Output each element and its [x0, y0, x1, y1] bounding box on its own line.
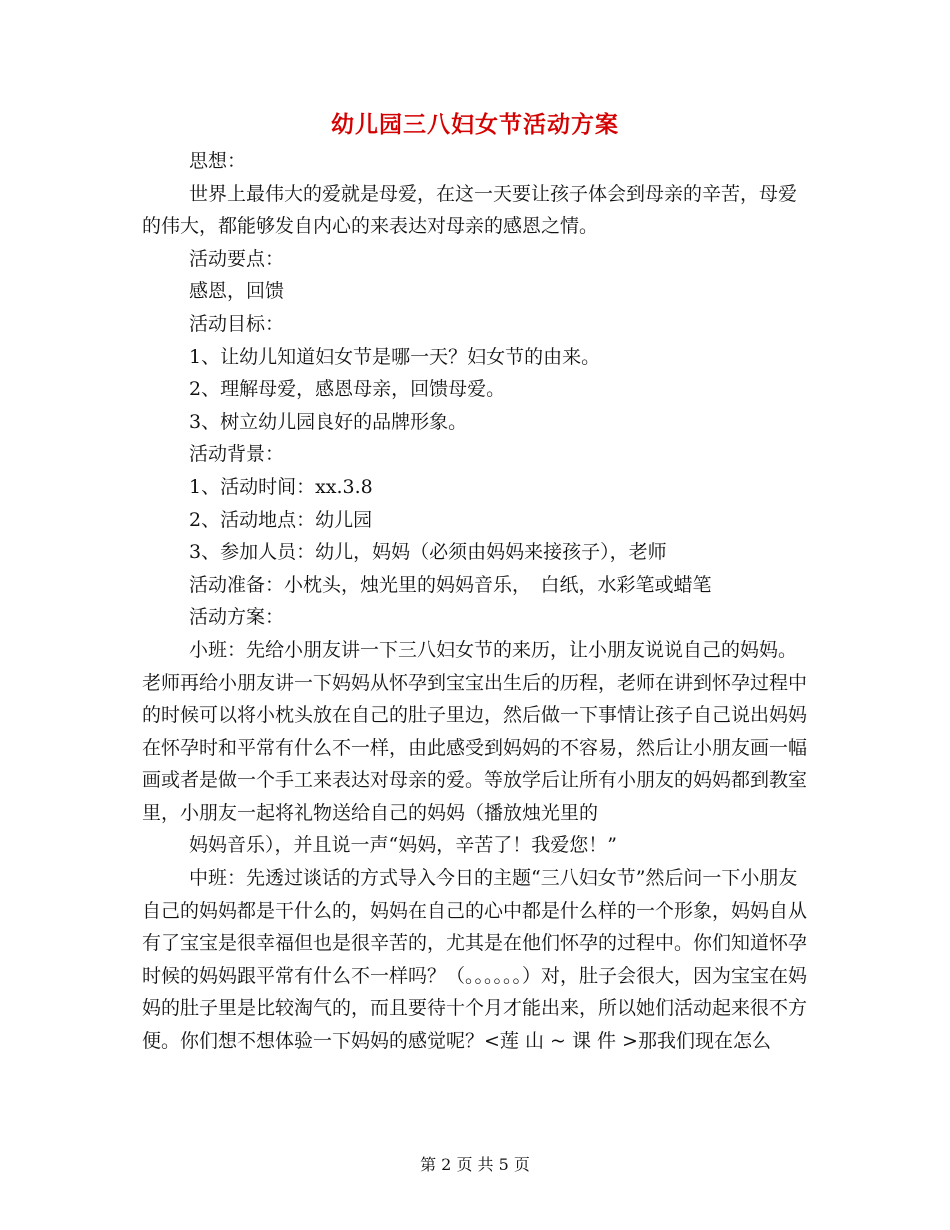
paragraph-preparation: 活动准备：小枕头，烛光里的妈妈音乐， 白纸，水彩笔或蜡笔 [189, 573, 712, 596]
paragraph-background-heading: 活动背景： [189, 443, 285, 466]
paragraph-goal-3: 3、树立幼儿园良好的品牌形象。 [189, 410, 468, 433]
paragraph-key-points-text: 感恩，回馈 [189, 280, 285, 303]
paragraph-small-class-continued: 妈妈音乐），并且说一声“妈妈，辛苦了！我爱您！” [189, 834, 617, 857]
paragraph-thought-text: 世界上最伟大的爱就是母爱，在这一天要让孩子体会到母亲的辛苦，母爱的伟大，都能够发自内心的来表达对母亲的感恩之情。 [142, 182, 798, 238]
paragraph-small-class: 小班：先给小朋友讲一下三八妇女节的来历，让小朋友说说自己的妈妈。老师再给小朋友讲一下妈妈从怀孕到宝宝出生后的历程，老师在讲到怀孕过程中的时候可以将小枕头放在自己的肚子里边，然后做一下事情让孩子自己说出妈妈在怀孕时和平常有什么不一样，由此感受到妈妈的不容易，然后让小朋友画一幅画或者是做一个手工来表达对母亲的爱。等放学后让所有小朋友的妈妈都到教室里，小朋友一起将礼物送给自己的妈妈（播放烛光里的 [142, 638, 808, 824]
document-title: 幼儿园三八妇女节活动方案 [331, 111, 619, 138]
paragraph-thought-heading: 思想： [189, 150, 247, 172]
paragraph-goals-heading: 活动目标： [189, 312, 285, 335]
paragraph-plan-heading: 活动方案： [189, 606, 285, 629]
paragraph-background-place: 2、活动地点：幼儿园 [189, 508, 373, 531]
document-body [142, 145, 808, 1058]
paragraph-background-time: 1、活动时间：xx.3.8 [189, 475, 373, 498]
paragraph-goal-1: 1、让幼儿知道妇女节是哪一天？妇女节的由来。 [189, 345, 601, 368]
paragraph-background-people: 3、参加人员：幼儿，妈妈（必须由妈妈来接孩子），老师 [189, 541, 667, 564]
paragraph-middle-class: 中班：先透过谈话的方式导入今日的主题“三八妇女节”然后问一下小朋友自己的妈妈都是干什么的，妈妈在自己的心中都是什么样的一个形象，妈妈自从有了宝宝是很幸福但也是很辛苦的，尤其是在他们怀孕的过程中。你们知道怀孕时候的妈妈跟平常有什么不一样吗？（。。。。。。）对，肚子会很大，因为宝宝在妈妈的肚子里是比较淘气的，而且要待十个月才能出来，所以她们活动起来很不方便。你们想不想体验一下妈妈的感觉呢？<莲 山 ~ 课 件 >那我们现在怎么 [142, 867, 808, 1053]
paragraph-key-points-heading: 活动要点： [189, 247, 285, 270]
page-footer: 第 2 页 共 5 页 [420, 1155, 530, 1174]
paragraph-goal-2: 2、理解母爱，感恩母亲，回馈母爱。 [189, 378, 506, 401]
